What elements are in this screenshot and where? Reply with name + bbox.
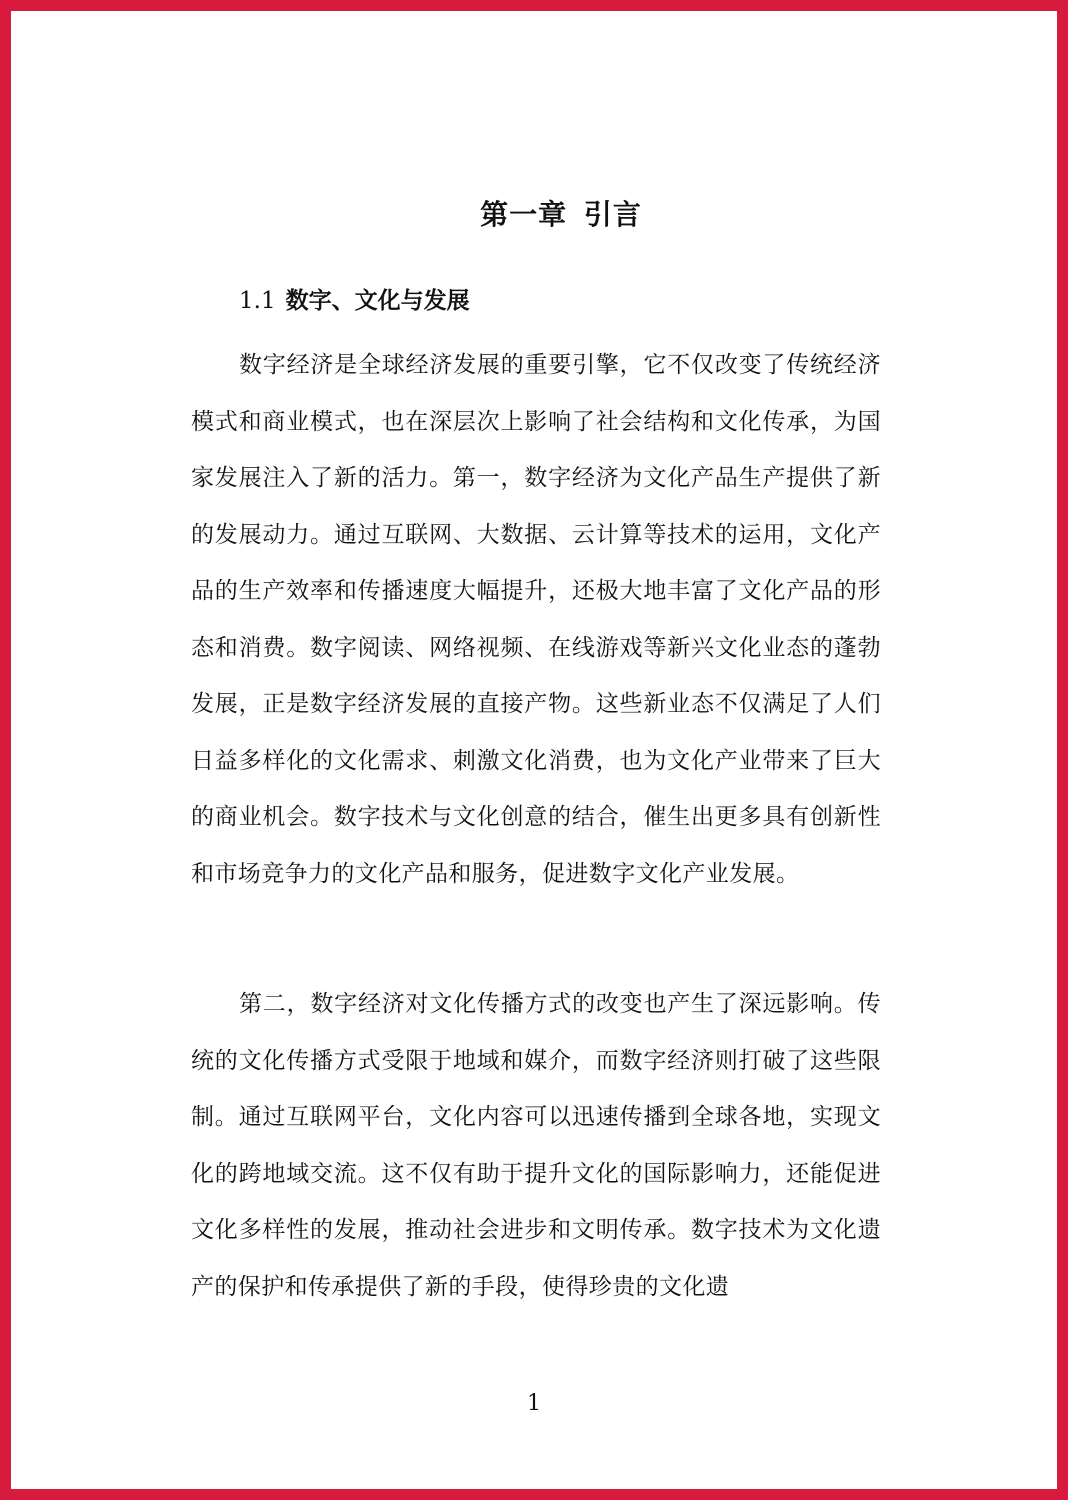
page-number: 1 <box>527 1391 541 1416</box>
section-heading <box>239 282 470 315</box>
chapter-title: 第一章 引言 <box>480 197 642 231</box>
section-number: 1.1 <box>239 288 276 314</box>
paragraph-2: 第二，数字经济对文化传播方式的改变也产生了深远影响。传统的文化传播方式受限于地域和媒介，而数字经济则打破了这些限制。通过互联网平台，文化内容可以迅速传播到全球各地，实现文化的跨地域交流。这不仅有助于提升文化的国际影响力，还能促进文化多样性的发展，推动社会进步和文明传承。数字技术为文化遗产的保护和传承提供了新的手段，使得珍贵的文化遗 <box>191 991 881 1300</box>
paragraph-1: 数字经济是全球经济发展的重要引擎，它不仅改变了传统经济模式和商业模式，也在深层次上影响了社会结构和文化传承，为国家发展注入了新的活力。第一，数字经济为文化产品生产提供了新的发展动力。通过互联网、大数据、云计算等技术的运用，文化产品的生产效率和传播速度大幅提升，还极大地丰富了文化产品的形态和消费。数字阅读、网络视频、在线游戏等新兴文化业态的蓬勃发展，正是数字经济发展的直接产物。这些新业态不仅满足了人们日益多样化的文化需求、刺激文化消费，也为文化产业带来了巨大的商业机会。数字技术与文化创意的结合，催生出更多具有创新性和市场竞争力的文化产品和服务，促进数字文化产业发展。 <box>191 352 881 887</box>
section-title: 数字、文化与发展 <box>285 287 470 314</box>
